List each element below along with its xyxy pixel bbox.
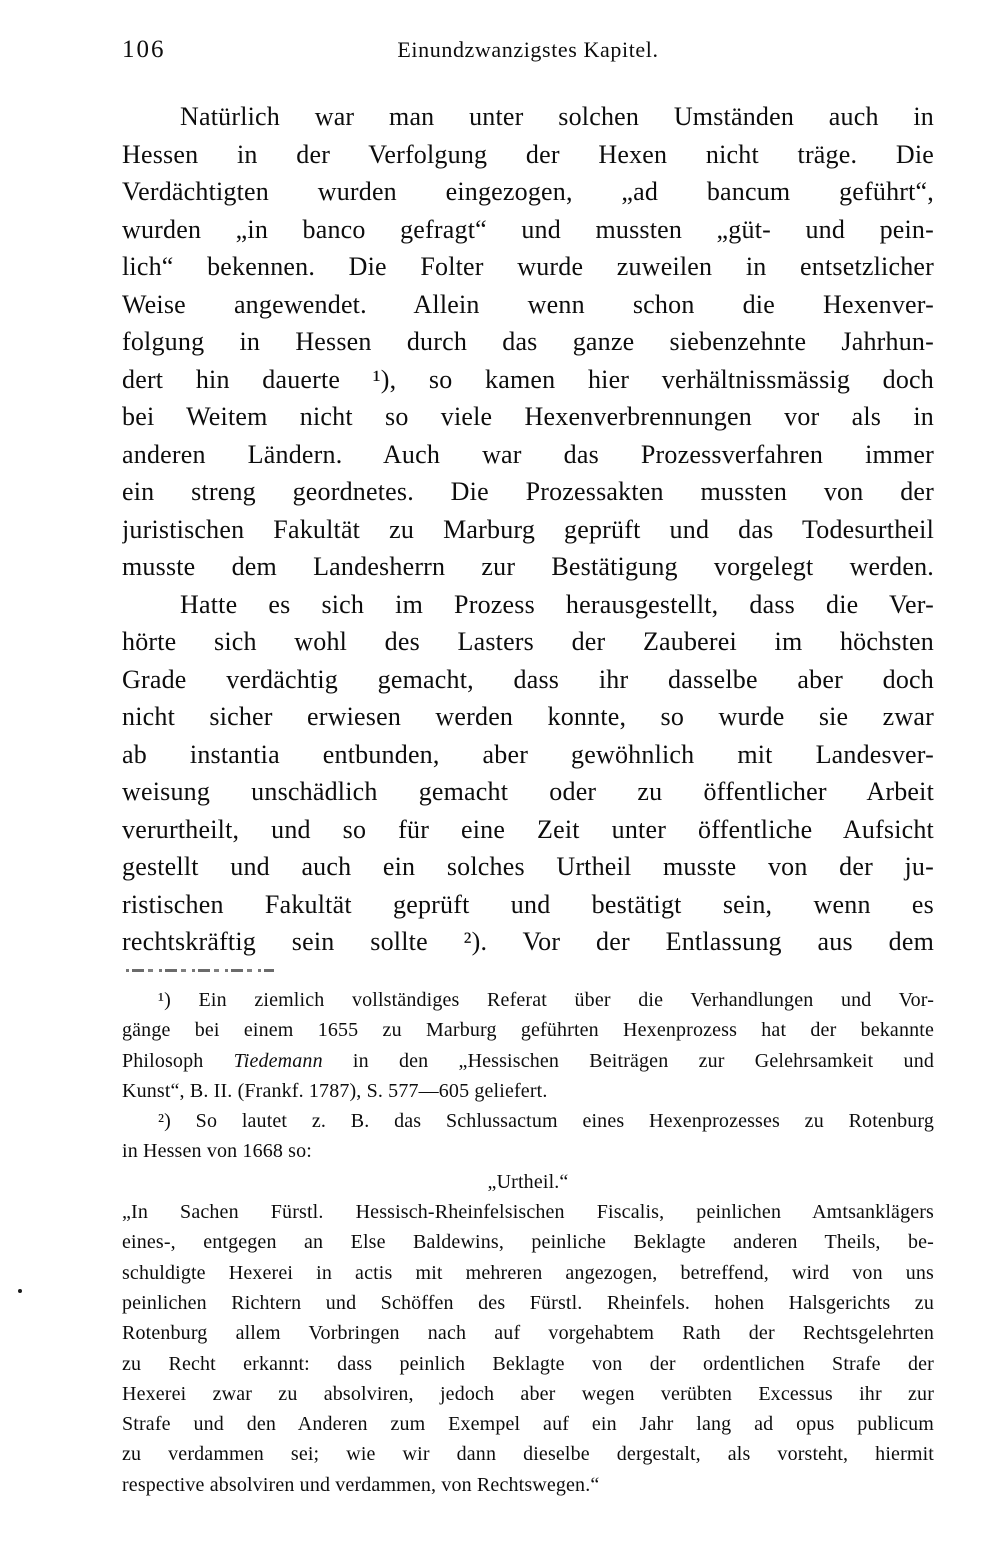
text-line: bei Weitem nicht so viele Hexenverbrennungen vor als in — [122, 402, 934, 431]
text-line: verurtheilt, und so für eine Zeit unter öffentliche Aufsicht — [122, 814, 934, 844]
text-line: ab instantia entbunden, aber gewöhnlich mit Landesver- — [122, 739, 934, 769]
footnote-separator-rule — [126, 969, 274, 972]
text-line: nicht sicher erwiesen werden konnte, so wurde sie zwar — [122, 702, 934, 731]
main-text-column — [122, 98, 934, 961]
text-line: anderen Ländern. Auch war das Prozessverfahren immer — [122, 439, 934, 469]
page-number: 106 — [122, 36, 166, 63]
text-line: juristischen Fakultät zu Marburg geprüft und das Todesurtheil — [122, 514, 934, 544]
text-line: Hessen in der Verfolgung der Hexen nicht träge. Die — [122, 139, 934, 169]
chapter-heading: Einundzwanzigstes Kapitel. — [397, 37, 659, 62]
text-line: schuldigte Hexerei in actis mit mehreren angezogen, betreffend, wird von uns — [122, 1261, 934, 1284]
text-line: Weise angewendet. Allein wenn schon die Hexenver- — [122, 289, 934, 319]
text-line: Natürlich war man unter solchen Umständen auch in — [180, 102, 934, 131]
text-line: Philosoph Tiedemann in den „Hessischen Beiträgen zur Gelehrsamkeit und — [122, 1049, 934, 1072]
text-line: Strafe und den Anderen zum Exempel auf ein Jahr lang ad opus publicum — [122, 1413, 934, 1436]
text-line: in Hessen von 1668 so: — [122, 1140, 312, 1163]
text-line: Hexerei zwar zu absolviren, jedoch aber wegen verübten Excessus ihr zur — [122, 1382, 934, 1405]
text-line: respective absolviren und verdammen, von Rechtswegen.“ — [122, 1473, 600, 1496]
text-line: ¹) Ein ziemlich vollständiges Referat über die Verhandlungen und Vor- — [158, 989, 934, 1011]
text-line: musste dem Landesherrn zur Bestätigung vorgelegt werden. — [122, 552, 934, 581]
text-line: ein streng geordnetes. Die Prozessakten mussten von der — [122, 477, 934, 506]
text-line: folgung in Hessen durch das ganze siebenzehnte Jahrhun- — [122, 327, 934, 356]
text-line: ristischen Fakultät geprüft und bestätigt sein, wenn es — [122, 889, 934, 919]
text-line: zu verdammen sei; wie wir dann dieselbe dergestalt, als vorsteht, hiermit — [122, 1443, 934, 1466]
text-line: peinlichen Richtern und Schöffen des Fürstl. Rheinfels. hohen Halsgerichts zu — [122, 1291, 934, 1314]
text-line: Verdächtigten wurden eingezogen, „ad bancum geführt“, — [122, 177, 934, 206]
text-line: weisung unschädlich gemacht oder zu öffentlicher Arbeit — [122, 777, 934, 806]
text-line: „Urtheil.“ — [487, 1170, 569, 1193]
text-line: dert hin dauerte ¹), so kamen hier verhältnissmässig doch — [122, 364, 934, 394]
text-line: gänge bei einem 1655 zu Marburg geführten Hexenprozess hat der bekannte — [122, 1019, 934, 1042]
text-line: lich“ bekennen. Die Folter wurde zuweilen in entsetzlicher — [122, 252, 934, 281]
text-line: zu Recht erkannt: dass peinlich Beklagte von der ordentlichen Strafe der — [122, 1352, 934, 1375]
text-line: ²) So lautet z. B. das Schlussactum eines Hexenprozesses zu Rotenburg — [158, 1110, 934, 1133]
text-line: rechtskräftig sein sollte ²). Vor der Entlassung aus dem — [122, 927, 934, 956]
text-line: Hatte es sich im Prozess herausgestellt, dass die Ver- — [180, 589, 934, 619]
text-line: Rotenburg allem Vorbringen nach auf vorgehabtem Rath der Rechtsgelehrten — [122, 1322, 934, 1345]
text-line: eines-, entgegen an Else Baldewins, peinliche Beklagte anderen Theils, be- — [122, 1231, 934, 1254]
text-line: hörte sich wohl des Lasters der Zauberei im höchsten — [122, 627, 934, 656]
text-line: Grade verdächtig gemacht, dass ihr dasselbe aber doch — [122, 664, 934, 694]
scan-artifact-dot — [18, 1289, 22, 1293]
text-line: wurden „in banco gefragt“ und mussten „güt- und pein- — [122, 214, 934, 244]
text-line: gestellt und auch ein solches Urtheil musste von der ju- — [122, 852, 934, 881]
text-line: „In Sachen Fürstl. Hessisch-Rheinfelsischen Fiscalis, peinlichen Amtsanklägers — [122, 1201, 934, 1224]
text-line: Kunst“, B. II. (Frankf. 1787), S. 577—605 geliefert. — [122, 1079, 548, 1102]
footnotes-column — [122, 985, 934, 1500]
